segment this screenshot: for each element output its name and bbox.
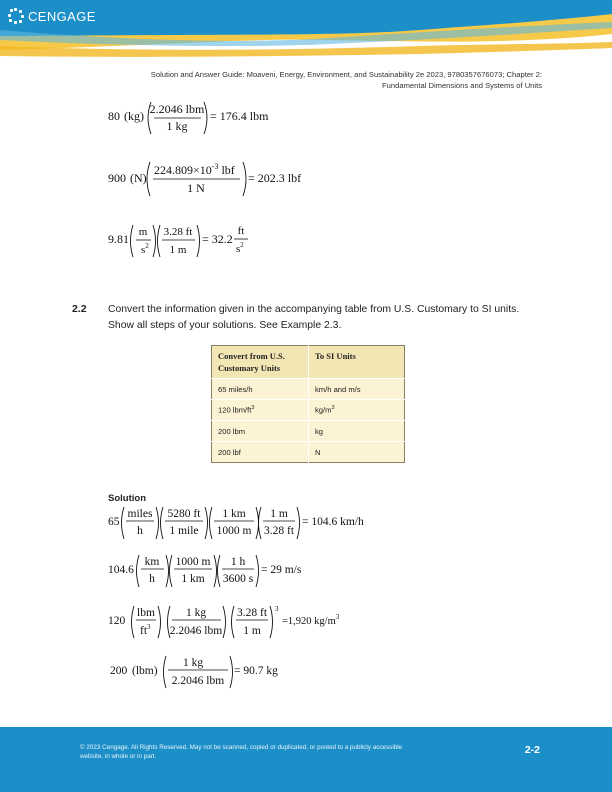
svg-text:1000 m: 1000 m: [216, 525, 252, 537]
svg-text:200: 200: [110, 665, 128, 677]
svg-text:km: km: [144, 556, 160, 568]
cengage-logo-icon: [8, 8, 24, 24]
table-header-to: To SI Units: [309, 346, 405, 379]
svg-text:2.2046 lbm: 2.2046 lbm: [171, 675, 225, 687]
svg-text:= 90.7 kg: = 90.7 kg: [234, 665, 278, 677]
svg-text:1 h: 1 h: [230, 556, 246, 568]
svg-text:3.28 ft: 3.28 ft: [236, 607, 268, 619]
svg-text:h: h: [149, 573, 155, 585]
eq-numerator: $224.809\times 10^{-3}$ lbf: [154, 162, 235, 177]
eq-coefficient: 900: [108, 171, 126, 185]
solution-equation-speed-ms: [104, 551, 404, 591]
svg-text:s2: $s^2$: [141, 242, 149, 256]
problem-number: 2.2: [72, 303, 87, 315]
svg-text:miles: miles: [127, 508, 153, 520]
solution-label: Solution: [108, 493, 146, 504]
solution-equation-speed-kmh: [104, 503, 434, 543]
conversion-table: [211, 345, 405, 463]
eq-coefficient: 9.81: [108, 232, 129, 246]
svg-text:120: 120: [108, 615, 126, 627]
table-row: [212, 421, 405, 442]
svg-text:1000 m: 1000 m: [175, 556, 211, 568]
solution-equation-mass-kg: [104, 651, 404, 693]
page-footer: [0, 727, 612, 792]
table-cell-to: $kg/m^3$: [309, 400, 405, 421]
svg-text:= 104.6 km/h: = 104.6 km/h: [302, 516, 364, 528]
svg-text:m: m: [138, 226, 148, 238]
table-cell-from: 65 miles/h: [212, 379, 309, 400]
svg-text:5280 ft: 5280 ft: [167, 508, 201, 520]
svg-text:1 kg: 1 kg: [182, 657, 204, 669]
table-row: [212, 379, 405, 400]
table-cell-to: km/h and m/s: [309, 379, 405, 400]
equation-force-conversion: [104, 158, 404, 200]
eq-numerator: 2.2046 lbm: [149, 102, 205, 116]
table-cell-from: 200 lbf: [212, 442, 309, 463]
svg-text:ft3: $ft^3$: [140, 623, 151, 637]
eq-result: = 202.3 lbf: [248, 171, 302, 185]
footer-copyright: © 2023 Cengage. All Rights Reserved. May not be scanned, copied or duplicated, or posted to a publicly accessible website, in whole or in part.: [80, 744, 403, 760]
svg-text:3: 3: [275, 605, 279, 613]
eq-denominator: 1 kg: [166, 119, 188, 133]
equation-acceleration-conversion: [104, 220, 404, 262]
running-head-line-2: Fundamental Dimensions and Systems of Units: [382, 81, 542, 90]
page-number: 2-2: [524, 744, 540, 756]
table-cell-to: kg: [309, 421, 405, 442]
table-cell-from: 120 lbm/$ft^3$: [212, 400, 309, 421]
eq-unit: (kg): [124, 109, 144, 123]
table-header-row: [212, 346, 405, 379]
svg-text:1 kg: 1 kg: [185, 607, 207, 619]
svg-text:1 km: 1 km: [181, 573, 205, 585]
problem-statement: Convert the information given in the accompanying table from U.S. Customary to SI units. Show all steps of your solutions. See Example 2.3.: [108, 304, 520, 331]
running-head-line-1: Solution and Answer Guide: Moaveni, Energy, Environment, and Sustainability 2e 2023, 9780357676073; Chapter 2:: [150, 70, 542, 79]
svg-text:=1,920 kg/m3: =1,920 $kg/m^3$: [282, 613, 340, 627]
logo-text: CENGAGE: [28, 8, 96, 24]
eq-result: = 176.4 lbm: [210, 109, 269, 123]
equation-mass-conversion: [104, 98, 404, 138]
svg-text:ft: ft: [237, 225, 245, 237]
table-cell-to: N: [309, 442, 405, 463]
table-cell-from: 200 lbm: [212, 421, 309, 442]
svg-text:1 m: 1 m: [243, 625, 261, 637]
eq-coefficient: 80: [108, 109, 120, 123]
svg-text:lbm: lbm: [137, 607, 155, 619]
svg-text:= 29 m/s: = 29 m/s: [261, 564, 302, 576]
svg-text:1 km: 1 km: [222, 508, 246, 520]
svg-text:1 mile: 1 mile: [169, 525, 199, 537]
header-band: [0, 0, 612, 62]
running-head: [82, 69, 542, 91]
svg-text:= 32.2: = 32.2: [202, 232, 233, 246]
solution-equation-density: [104, 601, 424, 643]
eq-unit: (N): [130, 171, 147, 185]
svg-text:(lbm): (lbm): [132, 665, 158, 677]
svg-text:3.28 ft: 3.28 ft: [263, 525, 295, 537]
svg-text:3600 s: 3600 s: [222, 573, 254, 585]
table-header-from: Convert from U.S. Customary Units: [212, 346, 309, 379]
table-row: [212, 442, 405, 463]
svg-text:h: h: [137, 525, 143, 537]
cengage-logo: [8, 8, 96, 24]
svg-text:1 m: 1 m: [270, 508, 288, 520]
svg-text:65: 65: [108, 516, 120, 528]
table-row: [212, 400, 405, 421]
svg-text:2.2046 lbm: 2.2046 lbm: [169, 625, 223, 637]
svg-text:s2: $s^2$: [236, 241, 244, 255]
eq-denominator: 1 N: [187, 181, 205, 195]
svg-text:104.6: 104.6: [108, 564, 134, 576]
svg-text:3.28 ft: 3.28 ft: [163, 226, 193, 238]
svg-text:1 m: 1 m: [169, 244, 187, 256]
